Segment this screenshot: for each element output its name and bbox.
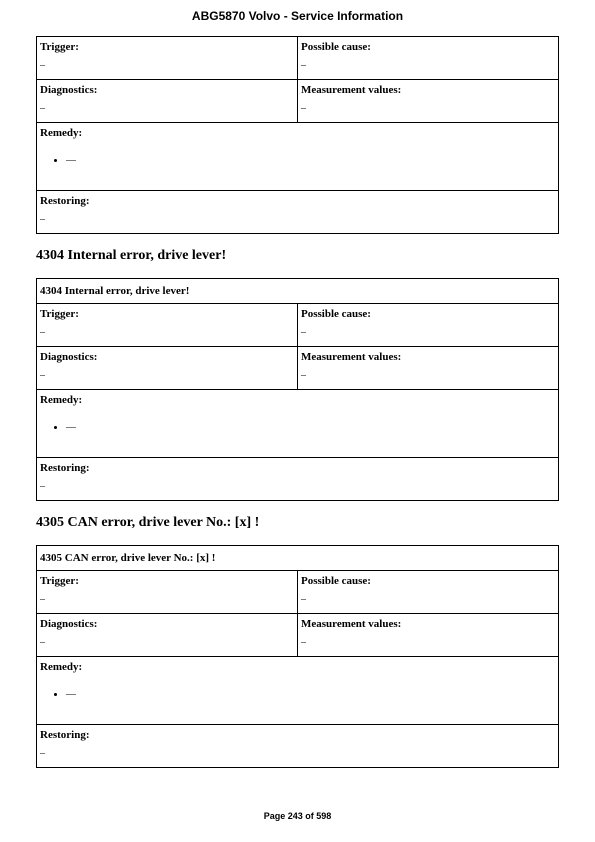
page-header: ABG5870 Volvo - Service Information — [191, 9, 404, 23]
diagnostics-label: Diagnostics: — [40, 351, 98, 363]
restoring-value: – — [40, 481, 45, 492]
cause-cell — [298, 304, 559, 347]
diagnostics-label: Diagnostics: — [40, 618, 98, 630]
remedy-list — [40, 154, 555, 168]
remedy-list — [40, 688, 555, 702]
possible-cause-label: Possible cause: — [301, 308, 371, 320]
trigger-value: – — [40, 594, 45, 605]
diagnostics-cell — [37, 347, 298, 390]
trigger-label: Trigger: — [40, 41, 79, 53]
restoring-label: Restoring: — [40, 195, 90, 207]
remedy-cell — [37, 123, 559, 191]
trigger-label: Trigger: — [40, 575, 79, 587]
measurement-value: – — [301, 370, 306, 381]
possible-cause-value: – — [301, 594, 306, 605]
restoring-value: – — [40, 748, 45, 759]
diagnostics-value: – — [40, 637, 45, 648]
restoring-cell — [37, 191, 559, 234]
possible-cause-label: Possible cause: — [301, 41, 371, 53]
table-title: 4304 Internal error, drive lever! — [37, 279, 559, 304]
measurement-cell — [298, 80, 559, 123]
measurement-label: Measurement values: — [301, 618, 402, 630]
error-table — [36, 36, 559, 234]
cause-cell — [298, 37, 559, 80]
remedy-label: Remedy: — [40, 661, 83, 673]
cause-cell — [298, 571, 559, 614]
table-title: 4305 CAN error, drive lever No.: [x] ! — [37, 546, 559, 571]
section-heading: 4304 Internal error, drive lever! — [36, 248, 227, 263]
restoring-value: – — [40, 214, 45, 225]
restoring-label: Restoring: — [40, 462, 90, 474]
error-table — [36, 545, 559, 768]
restoring-cell — [37, 725, 559, 768]
possible-cause-value: – — [301, 60, 306, 71]
possible-cause-value: – — [301, 327, 306, 338]
diagnostics-value: – — [40, 103, 45, 114]
measurement-value: – — [301, 637, 306, 648]
diagnostics-label: Diagnostics: — [40, 84, 98, 96]
trigger-cell — [37, 304, 298, 347]
error-table — [36, 278, 559, 501]
measurement-value: – — [301, 103, 306, 114]
section-heading: 4305 CAN error, drive lever No.: [x] ! — [36, 515, 260, 530]
remedy-cell — [37, 657, 559, 725]
trigger-value: – — [40, 60, 45, 71]
trigger-label: Trigger: — [40, 308, 79, 320]
remedy-label: Remedy: — [40, 127, 83, 139]
diagnostics-cell — [37, 614, 298, 657]
page-number: Page 243 of 598 — [263, 811, 332, 821]
measurement-label: Measurement values: — [301, 84, 402, 96]
remedy-item: • — — [66, 688, 555, 702]
diagnostics-value: – — [40, 370, 45, 381]
remedy-item: • — — [66, 421, 555, 435]
trigger-cell — [37, 571, 298, 614]
possible-cause-label: Possible cause: — [301, 575, 371, 587]
measurement-label: Measurement values: — [301, 351, 402, 363]
measurement-cell — [298, 614, 559, 657]
restoring-cell — [37, 458, 559, 501]
trigger-cell — [37, 37, 298, 80]
restoring-label: Restoring: — [40, 729, 90, 741]
measurement-cell — [298, 347, 559, 390]
remedy-label: Remedy: — [40, 394, 83, 406]
trigger-value: – — [40, 327, 45, 338]
diagnostics-cell — [37, 80, 298, 123]
remedy-cell — [37, 390, 559, 458]
remedy-list — [40, 421, 555, 435]
remedy-item: • — — [66, 154, 555, 168]
